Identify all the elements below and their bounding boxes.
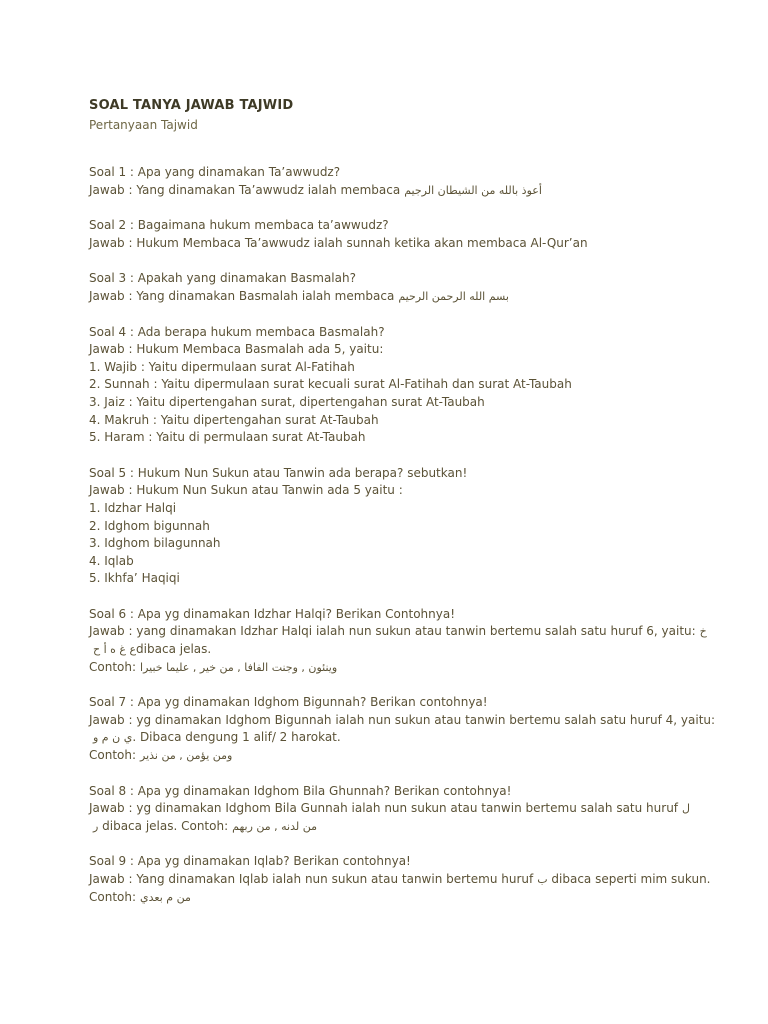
line-text-after: . Dibaca dengung 1 alif/ 2 harokat. — [132, 730, 341, 745]
qa-line — [89, 641, 689, 659]
line-text-after: dibaca seperti mim sukun. — [547, 872, 711, 886]
arabic-text: ل — [682, 802, 691, 816]
qa-line — [89, 465, 689, 483]
qa-line — [89, 500, 689, 518]
qa-line — [89, 800, 689, 818]
qa-line — [89, 235, 689, 253]
line-text: Jawab : yang dinamakan Idzhar Halqi ialah nun sukun atau tanwin bertemu salah satu huruf 6, yaitu: — [89, 624, 696, 639]
arabic-text: أعوذ بالله من الشيطان الرجيم — [404, 183, 542, 197]
arabic-text: ر — [93, 819, 99, 833]
line-text: Soal 7 : Apa yg dinamakan Idghom Bigunnah? Berikan contohnya! — [89, 695, 488, 710]
qa-line — [89, 482, 689, 500]
qa-line — [89, 570, 689, 588]
arabic-text: من م بعدي — [140, 890, 191, 904]
qa-line — [89, 270, 689, 288]
line-text: Jawab : Hukum Membaca Basmalah ada 5, yaitu: — [89, 342, 384, 357]
qa-line — [89, 394, 689, 412]
line-text: Contoh: — [89, 748, 137, 763]
arabic-text: بسم الله الرحمن الرحيم — [398, 289, 509, 303]
line-text: Jawab : Yang dinamakan Iqlab ialah nun sukun atau tanwin bertemu huruf — [89, 872, 534, 886]
qa-list — [89, 164, 716, 906]
qa-item — [89, 217, 689, 252]
qa-line — [89, 518, 689, 536]
line-text: Soal 4 : Ada berapa hukum membaca Basmalah? — [89, 324, 385, 339]
qa-item — [89, 853, 711, 906]
document-subtitle: Pertanyaan Tajwid — [89, 118, 198, 132]
line-text: Soal 5 : Hukum Nun Sukun atau Tanwin ada berapa? sebutkan! — [89, 465, 468, 480]
line-text: Soal 9 : Apa yg dinamakan Iqlab? Berikan contohnya! — [89, 854, 411, 869]
document-page — [89, 96, 716, 924]
line-text: 1. Wajib : Yaitu dipermulaan surat Al-Fatihah — [89, 359, 355, 374]
arabic-text: ع غ ه أ ح — [93, 643, 137, 657]
qa-line — [89, 217, 689, 235]
qa-line — [89, 659, 689, 677]
line-text: 5. Haram : Yaitu di permulaan surat At-Taubah — [89, 430, 366, 445]
line-text: Jawab : yg dinamakan Idghom Bigunnah ialah nun sukun atau tanwin bertemu salah satu huruf 4, yaitu: — [89, 712, 716, 727]
arabic-text: خ — [699, 625, 707, 639]
line-text: 5. Ikhfa’ Haqiqi — [89, 571, 180, 586]
line-text: 3. Idghom bilagunnah — [89, 536, 221, 551]
line-text: 2. Idghom bigunnah — [89, 518, 210, 533]
line-text: Contoh: — [89, 889, 137, 904]
qa-line — [89, 412, 689, 430]
qa-item — [89, 783, 689, 836]
qa-line — [89, 747, 689, 765]
qa-line — [89, 429, 689, 447]
line-text: Jawab : Yang dinamakan Basmalah ialah membaca — [89, 288, 395, 303]
line-text: 1. Idzhar Halqi — [89, 500, 177, 515]
qa-line — [89, 729, 689, 747]
line-text: Jawab : Hukum Nun Sukun atau Tanwin ada 5 yaitu : — [89, 483, 403, 498]
arabic-text: ومن يؤمن , من نذير — [140, 749, 233, 763]
qa-line — [89, 376, 689, 394]
line-text: 4. Iqlab — [89, 553, 134, 568]
qa-line — [89, 818, 689, 836]
line-text: Soal 2 : Bagaimana hukum membaca ta’awwudz? — [89, 218, 389, 233]
qa-item — [89, 164, 689, 199]
qa-line — [89, 623, 707, 641]
line-text-after: dibaca jelas. Contoh: — [98, 818, 229, 833]
qa-line — [89, 889, 689, 907]
line-text: Soal 1 : Apa yang dinamakan Ta’awwudz? — [89, 165, 341, 179]
arabic-text: من لدنه , من ربهم — [232, 819, 317, 833]
line-text-after: dibaca jelas. — [136, 642, 212, 657]
qa-line — [89, 324, 689, 342]
line-text: Soal 8 : Apa yg dinamakan Idghom Bila Ghunnah? Berikan contohnya! — [89, 783, 512, 798]
line-text: Soal 3 : Apakah yang dinamakan Basmalah? — [89, 271, 356, 286]
qa-line — [89, 341, 689, 359]
line-text: Jawab : Hukum Membaca Ta’awwudz ialah sunnah ketika akan membaca Al-Qur’an — [89, 235, 588, 250]
line-text: Soal 6 : Apa yg dinamakan Idzhar Halqi? Berikan Contohnya! — [89, 606, 456, 621]
qa-line — [89, 553, 689, 571]
qa-item — [89, 324, 689, 447]
qa-line — [89, 359, 689, 377]
qa-line — [89, 535, 689, 553]
qa-item — [89, 606, 707, 676]
arabic-text: ي ن م و — [93, 731, 133, 745]
arabic-text: وينئون , وجنت الفافا , من خير , عليما خبيرا — [140, 660, 338, 674]
qa-line — [89, 288, 689, 306]
qa-line — [89, 182, 689, 200]
document-title: SOAL TANYA JAWAB TAJWID — [89, 98, 294, 113]
qa-line — [89, 871, 711, 889]
qa-line — [89, 853, 689, 871]
line-text: Jawab : yg dinamakan Idghom Bila Gunnah ialah nun sukun atau tanwin bertemu salah satu huruf — [89, 801, 679, 816]
qa-line — [89, 783, 689, 801]
arabic-text: ب — [537, 873, 548, 886]
qa-item — [89, 270, 689, 305]
qa-line — [89, 164, 689, 182]
line-text: 2. Sunnah : Yaitu dipermulaan surat kecuali surat Al-Fatihah dan surat At-Taubah — [89, 377, 572, 392]
qa-line — [89, 712, 716, 730]
qa-item — [89, 465, 689, 588]
line-text: 3. Jaiz : Yaitu dipertengahan surat, dipertengahan surat At-Taubah — [89, 394, 485, 409]
qa-item — [89, 694, 716, 764]
qa-line — [89, 694, 689, 712]
qa-line — [89, 606, 689, 624]
line-text: Jawab : Yang dinamakan Ta’awwudz ialah membaca — [89, 182, 401, 197]
line-text: Contoh: — [89, 659, 137, 674]
line-text: 4. Makruh : Yaitu dipertengahan surat At-Taubah — [89, 412, 379, 427]
